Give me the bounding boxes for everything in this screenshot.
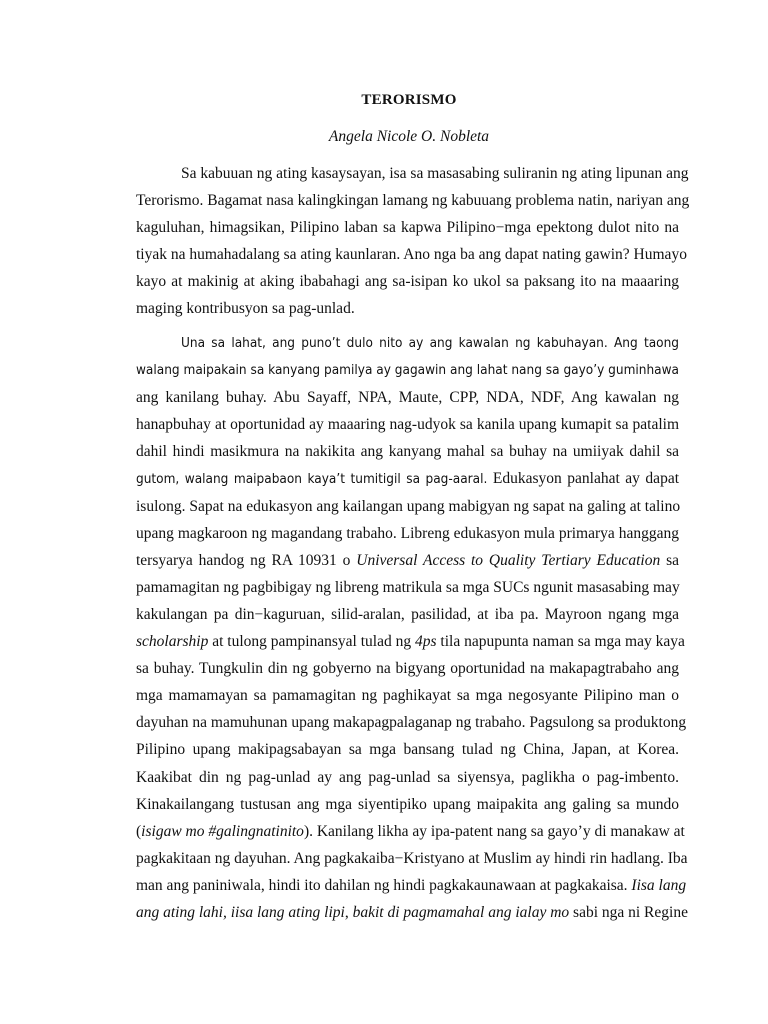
paragraph-line: sa buhay. Tungkulin din ng gobyerno na bigyang oportunidad na makapagtrabaho ang xyxy=(136,660,679,678)
paragraph-line xyxy=(136,547,679,574)
paragraph-line: dahil hindi masikmura na nakikita ang kanyang mahal sa buhay na umiiyak dahil sa xyxy=(136,443,679,461)
text-run: Edukasyon panlahat ay dapat xyxy=(487,470,679,488)
paragraph-line: pamamagitan ng pagbibigay ng libreng matrikula sa mga SUCs ngunit masasabing may xyxy=(136,578,680,596)
paragraph-line: Kinakailangang tustusan ang mga siyentipiko upang maipakita ang galing sa mundo xyxy=(136,795,679,813)
document-author: Angela Nicole O. Nobleta xyxy=(328,128,490,145)
paragraph-line: maging kontribusyon sa pag-unlad. xyxy=(136,300,355,318)
paragraph-line: kayo at makinig at aking ibabahagi ang sa-isipan ko ukol sa paksang ito na maaaring xyxy=(136,273,679,291)
text-run: , xyxy=(344,903,353,921)
paragraph-line xyxy=(136,465,679,492)
text-run: tersyarya handog ng RA 10931 o xyxy=(136,551,357,569)
italic-run: ang ating lahi, iisa lang ating lipi xyxy=(136,903,345,921)
paragraph-line: Kaakibat din ng pag-unlad ay ang pag-unlad sa siyensya, paglikha o pag-imbento. xyxy=(136,768,679,786)
italic-run: isigaw mo #galingnatinito xyxy=(141,822,304,840)
paragraph-line xyxy=(136,818,685,845)
paragraph-line: kaguluhan, himagsikan, Pilipino laban sa kapwa Pilipino−mga epektong dulot nito na xyxy=(136,219,679,237)
text-run: ). Kanilang likha ay ipa-patent nang sa gayo’y di manakaw at xyxy=(303,822,685,840)
paragraph-line: Sa kabuuan ng ating kasaysayan, isa sa masasabing suliranin ng ating lipunan ang xyxy=(181,165,689,182)
paragraph-line: dayuhan na mamuhunan upang makapagpalaganap ng trabaho. Pagsulong sa produktong xyxy=(136,714,687,732)
text-run: ( xyxy=(136,822,142,840)
paragraph-line: ang kanilang buhay. Abu Sayaff, NPA, Maute, CPP, NDA, NDF, Ang kawalan ng xyxy=(136,389,679,407)
text-run: gutom, walang maipabaon kaya’t tumitigil sa pag-aaral. xyxy=(136,471,488,488)
italic-run: scholarship xyxy=(136,633,209,651)
paragraph-line: pagkakitaan ng dayuhan. Ang pagkakaiba−Kristyano at Muslim ay hindi rin hadlang. Iba xyxy=(136,849,688,867)
italic-run: bakit di pagmamahal ang ialay mo xyxy=(352,903,570,921)
paragraph-line xyxy=(136,872,687,899)
paragraph-line: Terorismo. Bagamat nasa kalingkingan lamang ng kabuuang problema natin, nariyan ang xyxy=(136,192,690,210)
italic-run: Universal Access to Quality Tertiary Education xyxy=(356,551,661,569)
text-run: man ang paniniwala, hindi ito dahilan ng hindi pagkakaunawaan at pagkakaisa. xyxy=(136,876,632,894)
paragraph-1 xyxy=(136,160,690,323)
text-run: at tulong pampinansyal tulad ng xyxy=(208,633,415,651)
italic-run: Iisa lang xyxy=(631,876,687,894)
italic-run: 4ps xyxy=(414,633,437,651)
paragraph-line: hanapbuhay at oportunidad ay maaaring nag-udyok sa kanila upang kumapit sa patalim xyxy=(136,416,679,434)
paragraph-line: isulong. Sapat na edukasyon ang kailangan upang mabigyan ng sapat na galing at talino xyxy=(136,497,681,515)
paragraph-line xyxy=(136,628,685,655)
paragraph-line: mga mamamayan sa pamamagitan ng paghikayat sa mga negosyante Pilipino man o xyxy=(136,687,679,705)
paragraph-2 xyxy=(136,330,688,926)
paragraph-line xyxy=(136,899,688,926)
text-run: sa xyxy=(660,551,680,569)
paragraph-line: upang magkaroon ng magandang trabaho. Libreng edukasyon mula primarya hanggang xyxy=(136,524,679,542)
document-title: TERORISMO xyxy=(361,92,457,108)
paragraph-line: kakulangan pa din−kaguruan, silid-aralan, pasilidad, at iba pa. Mayroon ngang mga xyxy=(136,605,679,623)
text-run: sabi nga ni Regine xyxy=(569,903,688,921)
paragraph-line: walang maipakain sa kanyang pamilya ay gagawin ang lahat nang sa gayo’y guminhawa xyxy=(136,362,679,379)
paragraph-line: tiyak na humahadalang sa ating kaunlaran. Ano nga ba ang dapat nating gawin? Humayo xyxy=(136,246,687,264)
text-run: tila napupunta naman sa mga may kaya xyxy=(436,633,685,651)
paragraph-line: Pilipino upang makipagsabayan sa mga bansang tulad ng China, Japan, at Korea. xyxy=(136,741,679,759)
paragraph-line: Una sa lahat, ang puno’t dulo nito ay ang kawalan ng kabuhayan. Ang taong xyxy=(181,335,679,351)
